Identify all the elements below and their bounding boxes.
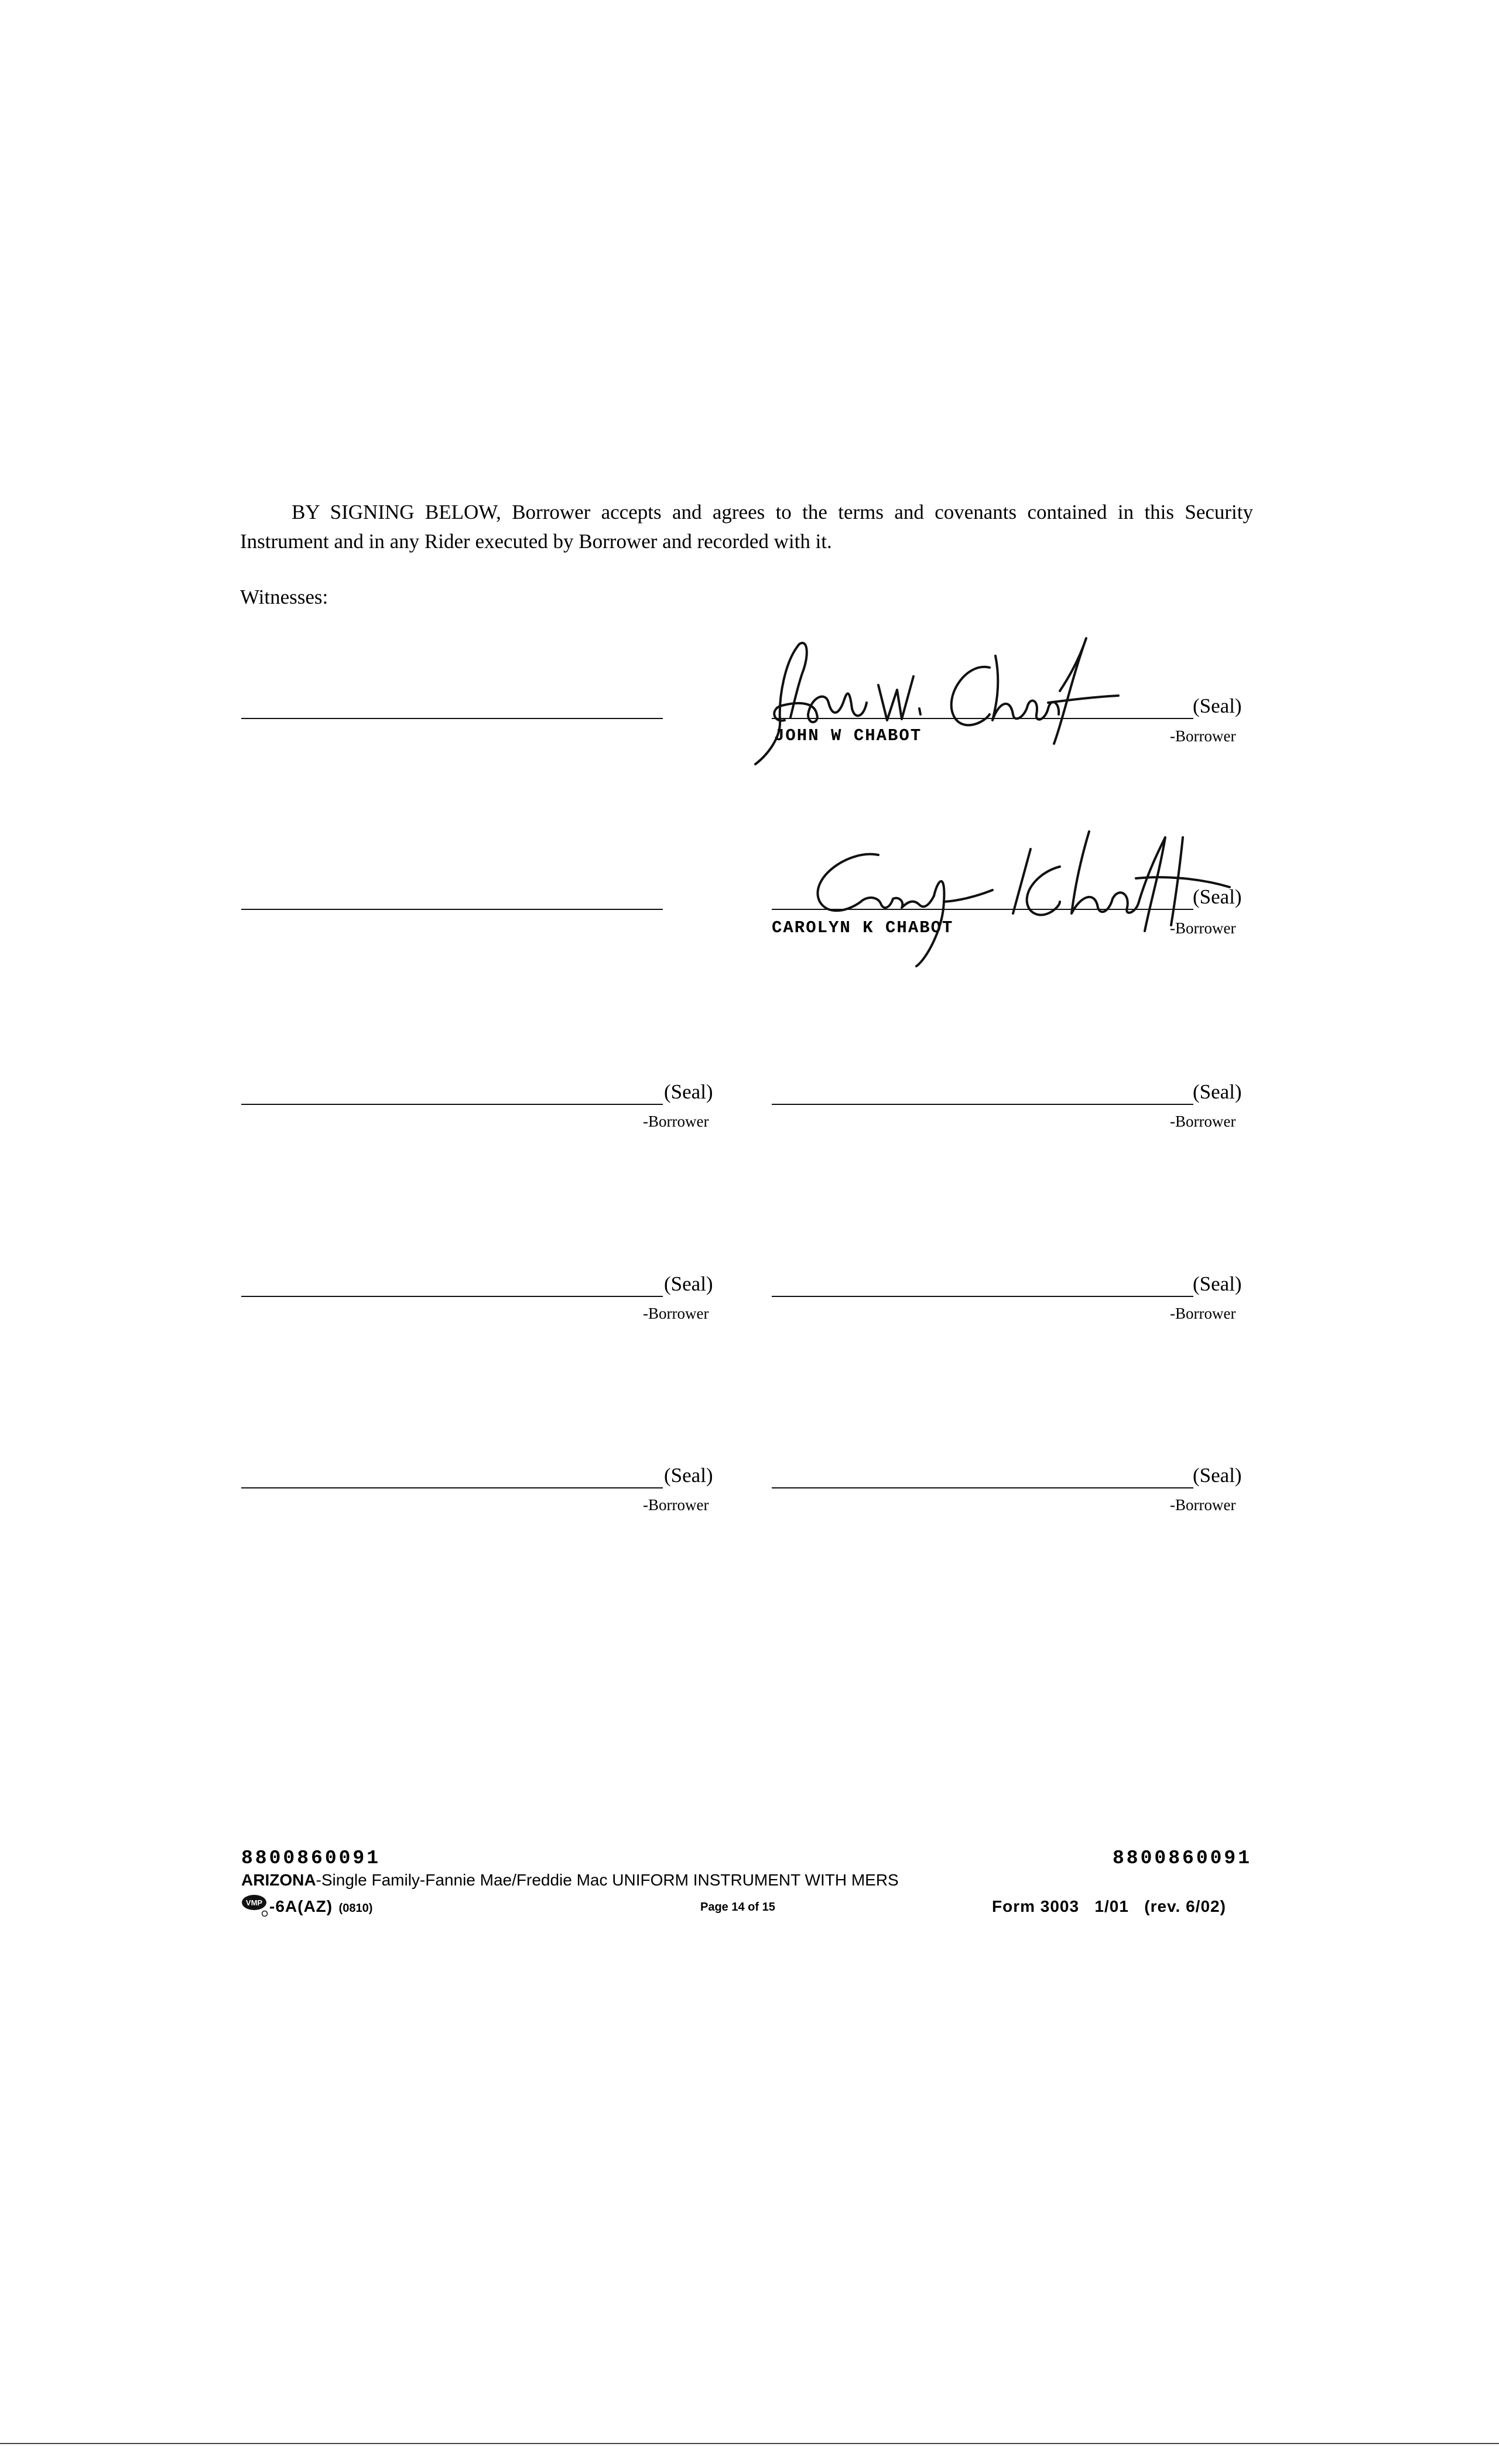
borrower-label: -Borrower bbox=[1170, 727, 1236, 745]
seal-label: (Seal) bbox=[664, 1464, 713, 1487]
handwritten-signature-carolyn bbox=[785, 814, 1253, 975]
form-code bbox=[269, 1897, 372, 1916]
signature-line-blank bbox=[772, 1296, 1193, 1297]
signature-line-blank bbox=[241, 1487, 663, 1488]
loan-number-right: 8800860091 bbox=[1113, 1847, 1252, 1869]
loan-number-left: 8800860091 bbox=[241, 1847, 381, 1869]
seal-label: (Seal) bbox=[1193, 1080, 1242, 1103]
witnesses-label: Witnesses: bbox=[240, 586, 328, 608]
form-code-main: -6A(AZ) bbox=[269, 1897, 333, 1915]
borrower-label: -Borrower bbox=[643, 1496, 709, 1514]
seal-label: (Seal) bbox=[1193, 1272, 1242, 1295]
handwritten-signature-john bbox=[744, 621, 1130, 776]
borrower-label: -Borrower bbox=[643, 1305, 709, 1322]
seal-label: (Seal) bbox=[1193, 885, 1242, 908]
signature-line-blank bbox=[772, 1104, 1193, 1105]
vmp-logo bbox=[241, 1894, 268, 1920]
signature-line-blank bbox=[772, 1487, 1193, 1488]
borrower-label: -Borrower bbox=[1170, 919, 1236, 937]
state-label: ARIZONA bbox=[241, 1871, 316, 1889]
form-number: Form 3003 1/01 (rev. 6/02) bbox=[992, 1897, 1226, 1915]
seal-label: (Seal) bbox=[664, 1272, 713, 1295]
agreement-lead: BY SIGNING BELOW, bbox=[292, 501, 501, 523]
form-description-text: -Single Family-Fannie Mae/Freddie Mac UNIFORM INSTRUMENT WITH MERS bbox=[316, 1871, 899, 1889]
borrower-label: -Borrower bbox=[1170, 1305, 1236, 1322]
seal-label: (Seal) bbox=[664, 1080, 713, 1103]
agreement-text: Borrower accepts and agrees to the terms and covenants contained in this Security Instrument and in any Rider executed by Borrower and recorded with it. bbox=[240, 501, 1254, 553]
witness-line-2 bbox=[241, 909, 663, 910]
page-number: Page 14 of 15 bbox=[700, 1901, 775, 1914]
signer-name-carolyn: CAROLYN K CHABOT bbox=[772, 918, 954, 937]
page-bottom-edge bbox=[0, 2443, 1499, 2444]
signature-line-blank bbox=[241, 1104, 663, 1105]
form-code-suffix: (0810) bbox=[338, 1902, 373, 1915]
signature-line-blank bbox=[241, 1296, 663, 1297]
borrower-label: -Borrower bbox=[1170, 1113, 1236, 1130]
witness-line-1 bbox=[241, 718, 663, 719]
form-description bbox=[241, 1871, 899, 1890]
vmp-logo-text: VMP bbox=[245, 1898, 263, 1907]
seal-label: (Seal) bbox=[1193, 694, 1242, 717]
agreement-paragraph bbox=[240, 498, 1253, 556]
signer-name-john: JOHN W CHABOT bbox=[774, 726, 922, 745]
borrower-label: -Borrower bbox=[1170, 1496, 1236, 1514]
seal-label: (Seal) bbox=[1193, 1464, 1242, 1487]
borrower-label: -Borrower bbox=[643, 1113, 709, 1130]
